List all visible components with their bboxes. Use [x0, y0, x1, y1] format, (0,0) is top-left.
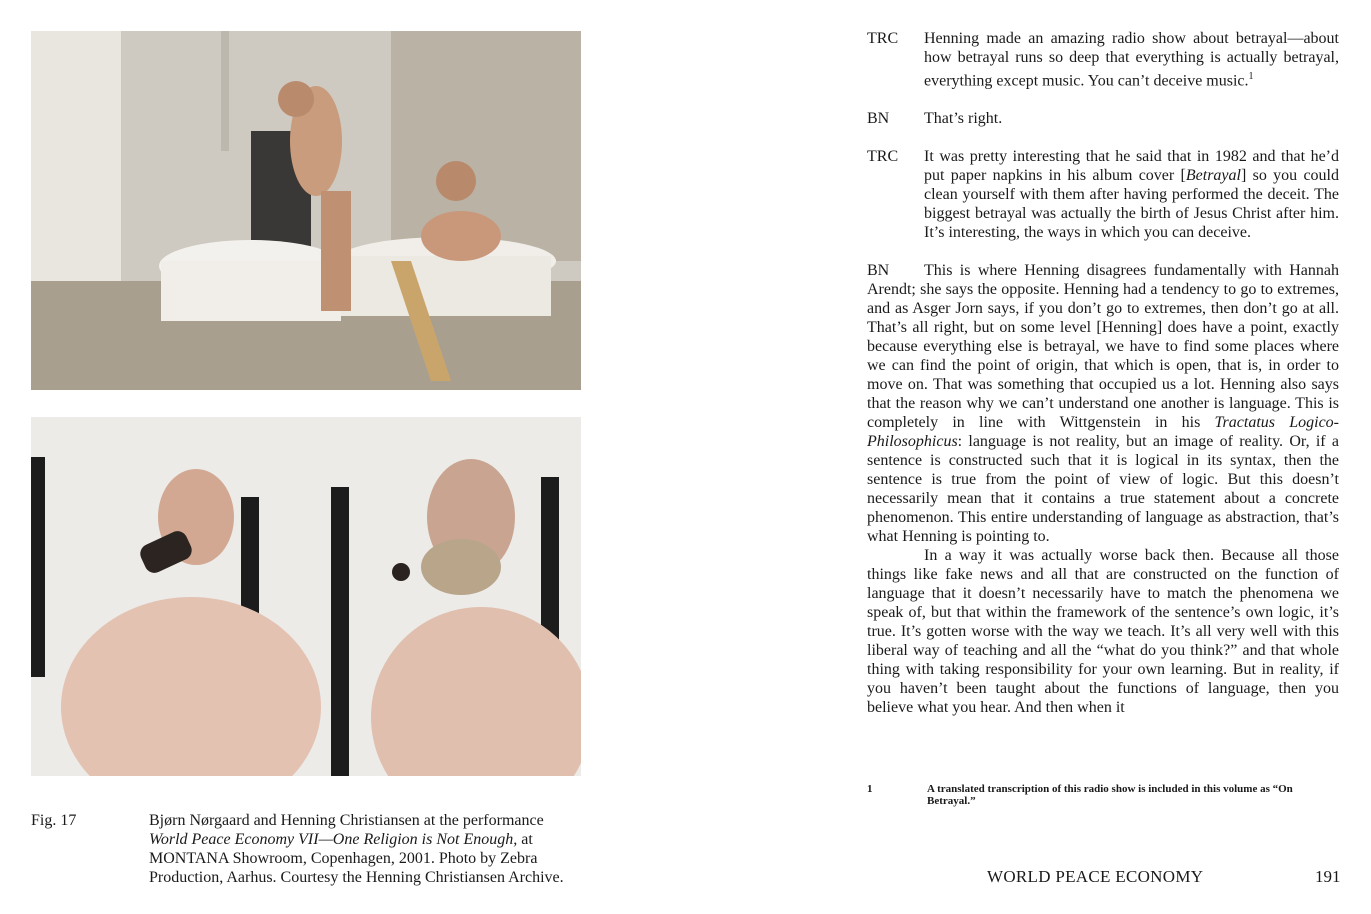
speech-text: That’s right.	[924, 110, 1003, 128]
speaker-label: BN	[867, 110, 890, 128]
interview-column	[867, 29, 1339, 717]
figure-label: Fig. 17	[31, 812, 77, 829]
speech-text: It was pretty interesting that he said that in 1982 and that he’d put paper napkins in his album cover [Betrayal] so you could clean yourself with them after having performed the deceit. The biggest betrayal was actually the birth of Jesus Christ after him. It’s interesting, the ways in which you can deceive.	[924, 148, 1339, 242]
figure-caption-text: Bjørn Nørgaard and Henning Christiansen at the performance World Peace Economy VII—One Religion is Not Enough, at MONTANA Showroom, Copenhagen, 2001. Photo by Zebra Production, Aarhus. Courtesy the Henning Christiansen Archive.	[149, 812, 564, 886]
dialogue-turn	[867, 261, 1339, 717]
photo-two-men	[31, 417, 581, 776]
footnote-ref: 1	[1248, 71, 1254, 82]
speech-paragraph: In a way it was actually worse back then. Because all those things like fake news and all that are constructed on the function of language that it doesn’t necessarily have to match the phenomena we speak of, but that within the framework of the sentence’s own logic, it’s true. It’s gotten worse with the way we teach. It’s all very well with this liberal way of teaching and all the “what do you think?” and that whole thing with taking responsibility for your own learning. But in reality, if you haven’t been taught about the functions of language, then you believe what you hear. And then when it	[867, 547, 1339, 717]
dialogue-turn	[867, 29, 1339, 90]
speaker-label: TRC	[867, 30, 899, 47]
speaker-label: TRC	[867, 148, 899, 166]
speech-text: BN This is where Henning disagrees fundamentally with Hannah Arendt; she says the opposite. Henning had a tendency to go to extremes, and as Asger Jorn says, if you don’t go to extremes, then don’t go at all. That’s all right, but on some level [Henning] does have a point, exactly because everything else is betrayal, we have to find some places where we can find the point of origin, that which is open, that is, in order to move on. That was something that occupied us a lot. Henning also says that the reason why we can’t understand one another is language. This is completely in line with Wittgenstein in his Tractatus Logico-Philosophicus: language is not reality, but an image of reality. Or, if a sentence is constructed such that it is logical in its syntax, then the sentence is true from the point of view of logic. But this doesn’t necessarily mean that it contains a true statement about a concrete phenomenon. This entire understanding of language as abstraction, that’s what Henning is pointing to.	[867, 262, 1339, 546]
running-head: WORLD PEACE ECONOMY	[987, 867, 1204, 886]
dialogue-turn	[867, 109, 1339, 128]
photo-bathtubs-image	[31, 31, 581, 390]
footnote-text: A translated transcription of this radio show is included in this volume as “On Betrayal.”	[927, 783, 1293, 807]
footnote-number: 1	[867, 783, 873, 795]
photo-bathtubs	[31, 31, 581, 390]
page-number: 191	[1315, 867, 1341, 886]
speech-text: Henning made an amazing radio show about betrayal—about how betrayal runs so deep that everything is actually betrayal, everything except music. You can’t deceive music.$^1$	[924, 30, 1339, 90]
speaker-label: BN	[867, 262, 890, 280]
footnote	[867, 783, 1339, 807]
dialogue-turn	[867, 147, 1339, 242]
photo-two-men-image	[31, 417, 581, 776]
